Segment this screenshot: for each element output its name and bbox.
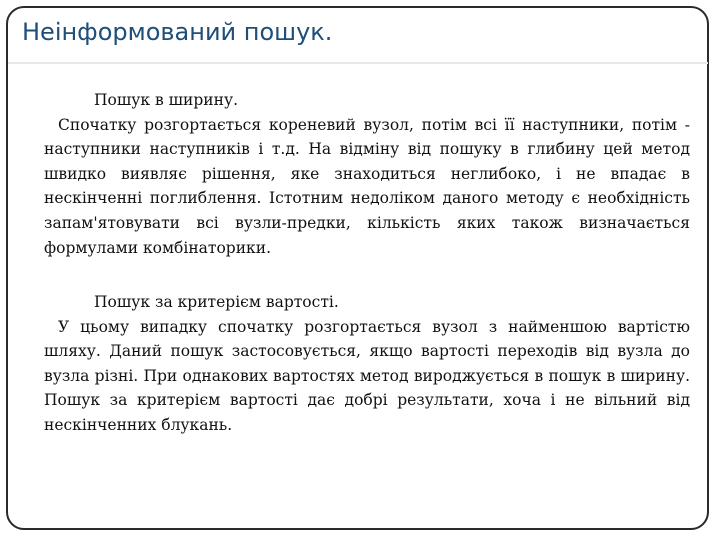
section-paragraph: Спочатку розгортається кореневий вузол, потім всі її наступники, потім - наступники наступників і т.д. На відміну від пошуку в глибину цей метод швидко виявляє рішення, яке знаходиться неглибоко, і не впадає в нескінченні поглиблення. Істотним недоліком даного методу є необхідність запам'ятовувати всі вузли-предки, кількість яких також визначається формулами комбінаторики. [44, 115, 690, 257]
title-divider [8, 62, 708, 64]
section-paragraph: У цьому випадку спочатку розгортається вузол з найменшою вартістю шляху. Даний пошук застосовується, якщо вартості переходів від вузла до вузла різні. При однакових вартостях метод вироджується в пошук в ширину. Пошук за критерієм вартості дає добрі результати, хоча і не вільний від нескінченних блукань. [44, 317, 690, 434]
slide-frame [6, 6, 709, 530]
section-heading: Пошук в ширину. [94, 91, 239, 109]
section-heading: Пошук за критерієм вартості. [94, 293, 339, 311]
section-uniform-cost [44, 290, 690, 438]
section-breadth-first [44, 88, 690, 260]
slide-title: Неінформований пошук. [22, 18, 333, 46]
